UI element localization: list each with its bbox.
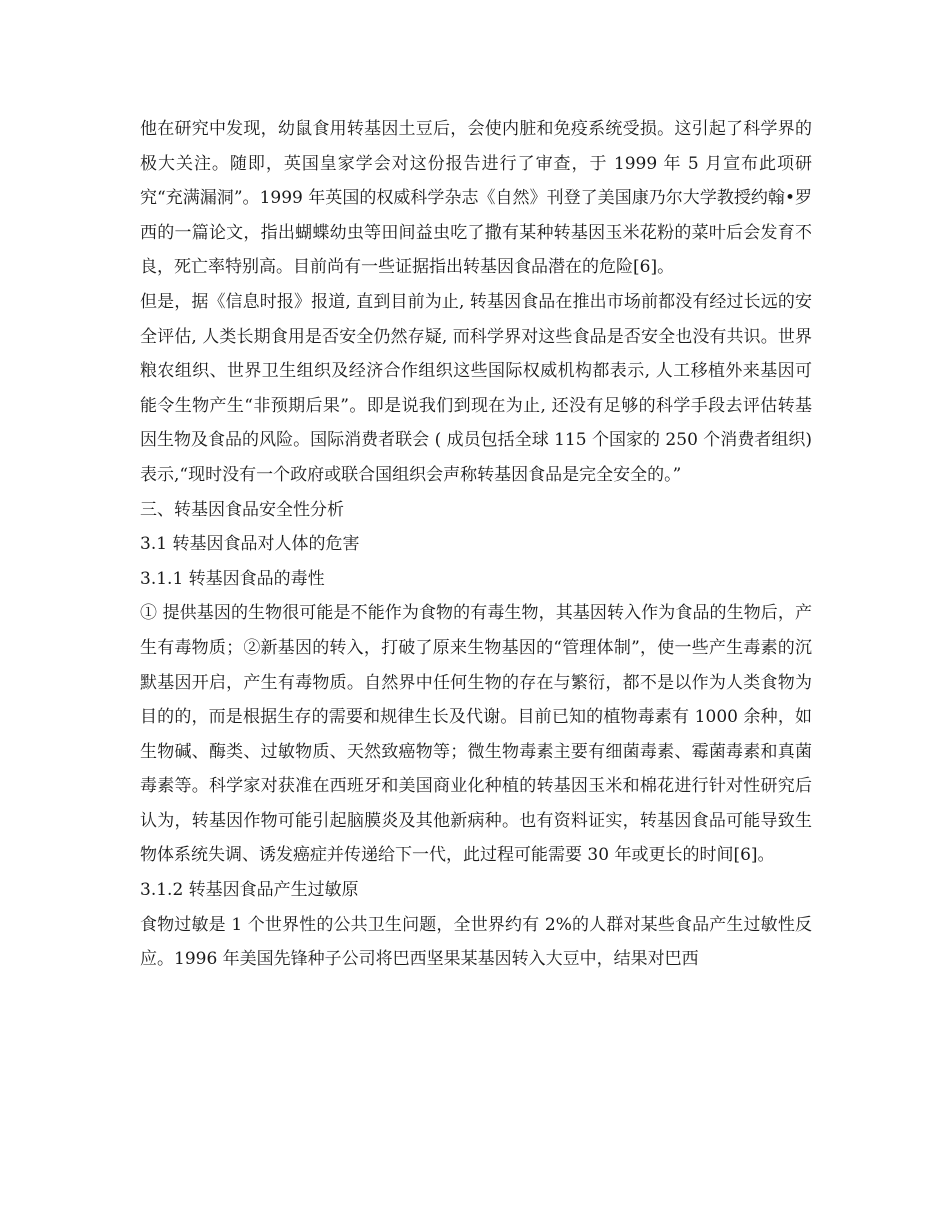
paragraph-allergens: 食物过敏是 1 个世界性的公共卫生问题，全世界约有 2%的人群对某些食品产生过敏性反应。1996 年美国先锋种子公司将巴西坚果某基因转入大豆中，结果对巴西 xyxy=(140,914,812,970)
subsection-heading-3-1-1: 3.1.1 转基因食品的毒性 xyxy=(140,568,325,589)
paragraph-safety-evaluation: 但是，据《信息时报》报道, 直到目前为止, 转基因食品在推出市场前都没有经过长远的安全评估, 人类长期食用是否安全仍然存疑, 而科学界对这些食品是否安全也没有共识。世界粮农组织、世界卫生组织及经济合作组织这些国际权威机构都表示, 人工移植外来基因可能令生物产生“非预期后果”。即是说我们到现在为止, 还没有足够的科学手段去评估转基因生物及食品的风险。国际消费者联会 ( 成员包括全球 115 个国家的 250 个消费者组织) 表示,“现时没有一个政府或联合国组织会声称转基因食品是完全安全的。” xyxy=(140,291,812,485)
section-heading-safety-analysis: 三、转基因食品安全性分析 xyxy=(140,499,344,520)
document-page xyxy=(140,112,812,977)
paragraph-toxicity: ① 提供基因的生物很可能是不能作为食物的有毒生物，其基因转入作为食品的生物后，产生有毒物质；②新基因的转入，打破了原来生物基因的“管理体制”，使一些产生毒素的沉默基因开启，产生有毒物质。自然界中任何生物的存在与繁衍，都不是以作为人类食物为目的的，而是根据生存的需要和规律生长及代谢。目前已知的植物毒素有 1000 余种，如生物碱、酶类、过敏物质、天然致癌物等；微生物毒素主要有细菌毒素、霉菌毒素和真菌毒素等。科学家对获准在西班牙和美国商业化种植的转基因玉米和棉花进行针对性研究后认为，转基因作物可能引起脑膜炎及其他新病种。也有资料证实，转基因食品可能导致生物体系统失调、诱发癌症并传递给下一代，此过程可能需要 30 年或更长的时间[6]。 xyxy=(140,603,812,866)
subsection-heading-3-1: 3.1 转基因食品对人体的危害 xyxy=(140,534,360,555)
paragraph-mouse-study: 他在研究中发现，幼鼠食用转基因土豆后，会使内脏和免疫系统受损。这引起了科学界的极大关注。随即，英国皇家学会对这份报告进行了审查，于 1999 年 5 月宣布此项研究“充满漏洞”。1999 年英国的权威科学杂志《自然》刊登了美国康乃尔大学教授约翰•罗西的一篇论文，指出蝴蝶幼虫等田间益虫吃了撒有某种转基因玉米花粉的菜叶后会发育不良，死亡率特别高。目前尚有一些证据指出转基因食品潜在的危险[6]。 xyxy=(140,119,812,278)
subsection-heading-3-1-2: 3.1.2 转基因食品产生过敏原 xyxy=(140,880,359,901)
